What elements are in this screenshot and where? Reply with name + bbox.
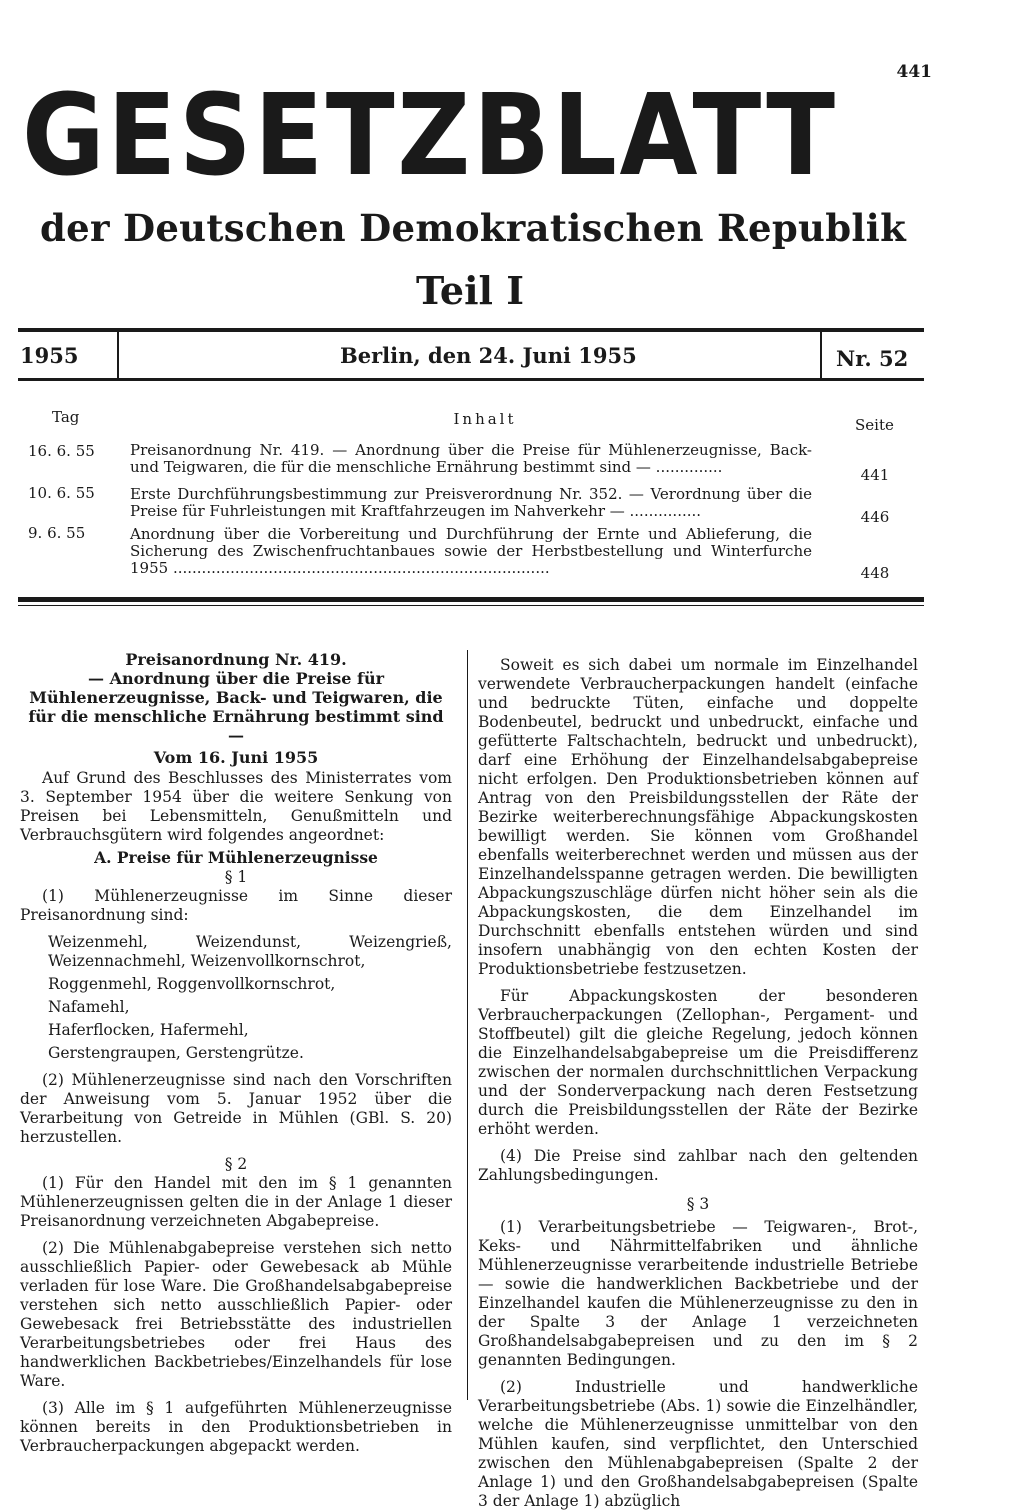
issue-year: 1955 xyxy=(20,343,79,368)
ordinance-title: Preisanordnung Nr. 419. xyxy=(125,650,347,669)
ordinance-date: Vom 16. Juni 1955 xyxy=(153,748,319,767)
paragraph-heading: § 3 xyxy=(686,1195,710,1213)
section-heading: A. Preise für Mühlenerzeugnisse xyxy=(94,848,378,867)
masthead-title: GESETZBLATT xyxy=(22,71,838,201)
paragraph-text: (1) Verarbeitungsbetriebe — Teigwaren-, Brot-, Keks- und Nährmittelfabriken und ähnliche Mühlenerzeugnisse verarbeitende industrielle Betriebe — sowie die handwerklichen Backbetriebe und der Einzelhandel kaufen die Mühlenerzeugnisse zu den in der Spalte 3 der Anlage 1 verzeichneten Großhandelsabgabepreisen und zu den im § 2 genannten Bedingungen. xyxy=(478,1218,918,1369)
paragraph-text: (1) Für den Handel mit den im § 1 genannten Mühlenerzeugnissen gelten die in der Anlage 1 dieser Preisanordnung verzeichneten Abgabepreise. xyxy=(20,1174,452,1230)
toc-header-page: Seite xyxy=(855,416,894,434)
toc-row-page: 441 xyxy=(860,466,890,484)
toc-header-date: Tag xyxy=(52,408,80,426)
toc-row-text: Erste Durchführungsbestimmung zur Preisverordnung Nr. 352. — Verordnung über die Preise für Fuhrleistungen mit Kraftfahrzeugen im Nahverkehr — ............... xyxy=(130,485,812,520)
list-item: Nafamehl, xyxy=(48,998,130,1016)
list-item: Gerstengraupen, Gerstengrütze. xyxy=(48,1044,304,1062)
paragraph-text: (2) Industrielle und handwerkliche Verarbeitungsbetriebe (Abs. 1) sowie die Einzelhändler, welche die Mühlenerzeugnisse unmittelbar von den Mühlen kaufen, sind verpflichtet, den Unterschied zwischen den Mühlenabgabepreisen (Spalte 2 der Anlage 1) und den Großhandelsabgabepreisen (Spalte 3 der Anlage 1) abzüglich xyxy=(478,1378,918,1510)
header-rule-bottom xyxy=(18,378,924,381)
toc-row-text: Preisanordnung Nr. 419. — Anordnung über die Preise für Mühlenerzeugnisse, Back- und Teigwaren, die für die menschliche Ernährung bestimmt sind — .............. xyxy=(130,441,812,476)
preamble-paragraph: Auf Grund des Beschlusses des Ministerrates vom 3. September 1954 über die weitere Senkung von Preisen bei Lebensmitteln, Genußmitteln und Verbrauchsgütern wird folgendes angeordnet: xyxy=(20,769,452,844)
paragraph-text: (2) Die Mühlenabgabepreise verstehen sich netto ausschließlich Papier- oder Gewebesack ab Mühle verladen für lose Ware. Die Großhandelsabgabepreise verstehen sich netto ausschließlich Papier- oder Gewebesack frei Betriebsstätte des industriellen Verarbeitungsbetriebes oder frei Haus des handwerklichen Backbetriebes/Einzelhandels für lose Ware. xyxy=(20,1239,452,1390)
header-divider-right xyxy=(820,332,822,378)
list-item: Weizenmehl, Weizendunst, Weizengrieß, Weizennachmehl, Weizenvollkornschrot, xyxy=(48,933,452,970)
header-rule-top xyxy=(18,328,924,332)
column-divider xyxy=(467,650,468,1400)
paragraph-heading: § 1 xyxy=(224,868,248,886)
toc-row-date: 10. 6. 55 xyxy=(28,484,95,502)
toc-row-date: 9. 6. 55 xyxy=(28,524,86,542)
paragraph-text: Soweit es sich dabei um normale im Einzelhandel verwendete Verbraucherpackungen handelt (einfache und bedruckte Tüten, einfache und doppelte Bodenbeutel, bedruckt und unbedruckt, einfache und gefütterte Faltschachteln, bedruckt und unbedruckt), darf eine Erhöhung der Einzelhandelsabgabepreise nicht erfolgen. Den Produktionsbetrieben können auf Antrag von den Preisbildungsstellen der Räte der Bezirke weiterberechnungsfähige Abpackungskosten bewilligt werden. Sie können vom Großhandel ebenfalls weiterberechnet werden und müssen aus der Einzelhandelsspanne getragen werden. Die bewilligten Abpackungszuschläge dürfen nicht höher sein als die Abpackungskosten, die dem Einzelhandel im Durchschnitt ebenfalls entstehen würden und sind insofern unabhängig von den echten Kosten der Produktionsbetriebe festzusetzen. xyxy=(478,656,918,978)
ordinance-subtitle: — Anordnung über die Preise für Mühlenerzeugnisse, Back- und Teigwaren, die für die menschliche Ernährung bestimmt sind — xyxy=(28,669,444,745)
masthead-subtitle: der Deutschen Demokratischen Republik xyxy=(39,206,907,250)
part-label: Teil I xyxy=(416,268,524,313)
toc-row-text: Anordnung über die Vorbereitung und Durchführung der Ernte und Ablieferung, die Sicherung des Zwischenfruchtanbaues sowie der Herbstbestellung und Winterfurche 1955 ............................................................................... xyxy=(130,525,812,577)
toc-header-content: Inhalt xyxy=(453,410,517,428)
paragraph-text: (1) Mühlenerzeugnisse im Sinne dieser Preisanordnung sind: xyxy=(20,887,452,924)
right-column xyxy=(478,656,918,1511)
toc-rule-thin xyxy=(18,605,924,606)
issue-place-date: Berlin, den 24. Juni 1955 xyxy=(340,343,637,368)
paragraph-text: (4) Die Preise sind zahlbar nach den geltenden Zahlungsbedingungen. xyxy=(478,1147,918,1184)
issue-number: Nr. 52 xyxy=(836,346,909,371)
product-list xyxy=(20,933,452,1063)
toc-row-page: 448 xyxy=(860,564,890,582)
list-item: Roggenmehl, Roggenvollkornschrot, xyxy=(48,975,336,993)
toc-rule-thick xyxy=(18,597,924,602)
toc-row-page: 446 xyxy=(860,508,890,526)
paragraph-heading: § 2 xyxy=(224,1155,248,1173)
paragraph-text: (2) Mühlenerzeugnisse sind nach den Vorschriften der Anweisung vom 5. Januar 1952 über die Verarbeitung von Getreide in Mühlen (GBl. S. 20) herzustellen. xyxy=(20,1071,452,1146)
paragraph-text: Für Abpackungskosten der besonderen Verbraucherpackungen (Zellophan-, Pergament- und Stoffbeutel) gilt die gleiche Regelung, jedoch können die Einzelhandelsabgabepreise um die Preisdifferenz zwischen der normalen durchschnittlichen Verpackung und der Sonderverpackung nach deren Festsetzung durch die Preisbildungsstellen der Räte der Bezirke erhöht werden. xyxy=(478,987,918,1138)
header-divider-left xyxy=(117,332,119,378)
page-number: 441 xyxy=(896,62,932,82)
toc-row-date: 16. 6. 55 xyxy=(28,442,95,460)
paragraph-text: (3) Alle im § 1 aufgeführten Mühlenerzeugnisse können bereits in den Produktionsbetrieben in Verbraucherpackungen abgepackt werden. xyxy=(20,1399,452,1455)
left-column xyxy=(20,650,452,1456)
list-item: Haferflocken, Hafermehl, xyxy=(48,1021,249,1039)
